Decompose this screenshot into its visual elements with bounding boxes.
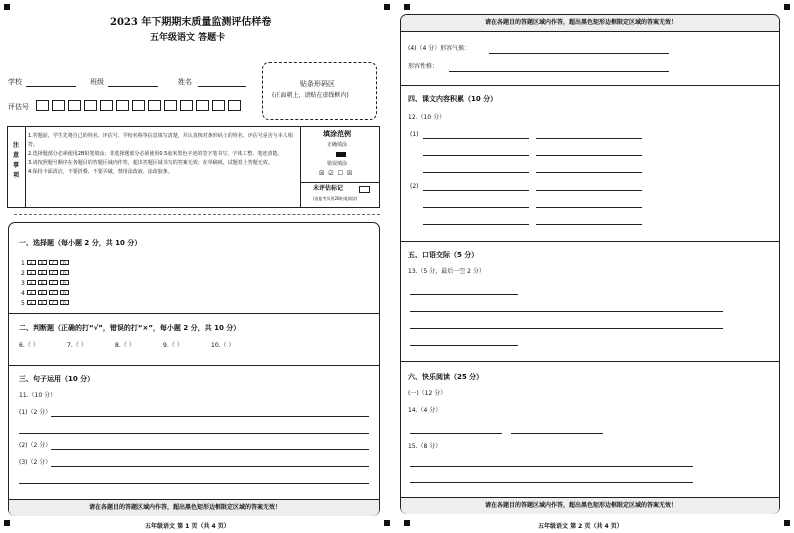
mc-row: 5 A B C D <box>21 299 71 309</box>
notice-label: 注意事项 <box>13 142 20 179</box>
q11-sub3-label: (3)（2 分） <box>19 459 52 466</box>
q11-sub1-label: (1)（2 分） <box>19 409 52 416</box>
absent-checkbox[interactable] <box>359 186 370 193</box>
school-input[interactable] <box>26 86 76 87</box>
fill-correct-label: 正确填涂 <box>327 142 348 148</box>
fill-guide-title: 填涂范例 <box>323 130 351 138</box>
answer-frame <box>8 222 380 516</box>
notice-text <box>28 132 296 177</box>
school-label: 学校 <box>8 78 22 86</box>
name-input[interactable] <box>198 86 246 87</box>
answer-line[interactable] <box>410 345 518 346</box>
mc-row: 1 A B C D <box>21 259 71 269</box>
name-label: 姓名 <box>178 78 192 86</box>
warning-text: 请在各题目的答题区域内作答，超出黑色矩形边框限定区域的答案无效！ <box>485 19 678 26</box>
answer-line[interactable] <box>489 53 669 54</box>
answer-line[interactable] <box>19 433 369 434</box>
judge-item[interactable]: 7.（ ） <box>67 342 87 349</box>
registration-mark <box>784 520 790 526</box>
mc-grid[interactable] <box>21 259 71 309</box>
answer-line[interactable] <box>410 466 693 467</box>
wrong-marks: ☒ ☑ ☐ ☒ <box>319 170 354 177</box>
warning-strip <box>401 497 779 514</box>
section4-title: 四、课文内容积累（10 分） <box>408 95 498 103</box>
part1-label: (一)（12 分） <box>408 390 447 397</box>
page-footer: 五年级语文 第 2 页（共 4 页） <box>538 523 623 530</box>
answer-line[interactable] <box>536 172 642 173</box>
registration-mark <box>384 520 390 526</box>
q12-sub1-label: (1) <box>410 131 419 138</box>
registration-mark <box>404 520 410 526</box>
section2-title: 二、判断题（正确的打“√”，错误的打“×”，每小题 2 分，共 10 分） <box>19 324 241 332</box>
registration-mark <box>784 4 790 10</box>
notice-box <box>7 126 380 208</box>
answer-line[interactable] <box>536 224 642 225</box>
fill-guide <box>300 127 380 207</box>
q13-label: 13.（5 分，最后一空 2 分） <box>408 268 485 275</box>
answer-line[interactable] <box>410 294 518 295</box>
separator <box>14 214 380 215</box>
answer-line[interactable] <box>410 433 502 434</box>
filled-mark <box>336 152 346 157</box>
answer-line[interactable] <box>410 328 723 329</box>
barcode-note: (正面朝上，请贴在虚线框内) <box>272 92 349 99</box>
registration-mark <box>384 4 390 10</box>
answer-line[interactable] <box>423 155 529 156</box>
answer-line[interactable] <box>51 449 369 450</box>
registration-mark <box>4 520 10 526</box>
answer-line[interactable] <box>423 138 529 139</box>
warning-strip <box>9 499 379 516</box>
judge-item[interactable]: 6.（ ） <box>19 342 39 349</box>
notice-item: 3.请按照题号顺序在各题目的答题区域内作答，超出答题区域书写的答案无效；在草稿纸、试题卷上答题无效。 <box>28 160 273 166</box>
exam-no-label: 评估号 <box>8 103 29 111</box>
answer-line[interactable] <box>410 482 693 483</box>
q12-sub2-label: (2) <box>410 183 419 190</box>
answer-line[interactable] <box>423 172 529 173</box>
q12-label: 12.（10 分） <box>408 114 446 121</box>
class-input[interactable] <box>108 86 158 87</box>
registration-mark <box>4 4 10 10</box>
answer-line[interactable] <box>536 207 642 208</box>
q14-label: 14.（4 分） <box>408 407 442 414</box>
page-footer: 五年级语文 第 1 页（共 4 页） <box>145 523 230 530</box>
answer-line[interactable] <box>449 71 669 72</box>
section5-title: 五、口语交际（5 分） <box>408 251 479 259</box>
answer-line[interactable] <box>536 190 642 191</box>
registration-mark <box>404 4 410 10</box>
answer-line[interactable] <box>423 224 529 225</box>
answer-line[interactable] <box>19 483 369 484</box>
barcode-area <box>262 62 377 120</box>
answer-line[interactable] <box>423 190 529 191</box>
q11-label: 11.（10 分） <box>19 392 57 399</box>
notice-label-column <box>8 127 26 207</box>
q11-sub2-label: (2)（2 分） <box>19 442 52 449</box>
absent-note: (由监考员用2B铅笔填涂) <box>313 196 358 201</box>
mc-row: 2 A B C D <box>21 269 71 279</box>
answer-line[interactable] <box>410 311 723 312</box>
mc-row: 4 A B C D <box>21 289 71 299</box>
warning-text: 请在各题目的答题区域内作答，超出黑色矩形边框限定区域的答案无效！ <box>89 504 282 511</box>
answer-line[interactable] <box>536 155 642 156</box>
answer-frame <box>400 14 780 514</box>
warning-text: 请在各题目的答题区域内作答，超出黑色矩形边框限定区域的答案无效！ <box>485 502 678 509</box>
section3-title: 三、句子运用（10 分） <box>19 375 95 383</box>
answer-line[interactable] <box>51 416 369 417</box>
fill-wrong-label: 错误填涂 <box>327 161 348 167</box>
answer-line[interactable] <box>423 207 529 208</box>
section1-title: 一、选择题（每小题 2 分，共 10 分） <box>19 239 142 247</box>
judge-item[interactable]: 8.（ ） <box>115 342 135 349</box>
barcode-title: 贴条形码区 <box>300 80 335 88</box>
judge-item[interactable]: 9.（ ） <box>163 342 183 349</box>
judge-item[interactable]: 10.（ ） <box>211 342 235 349</box>
answer-line[interactable] <box>536 138 642 139</box>
answer-line[interactable] <box>511 433 603 434</box>
class-label: 班级 <box>90 78 104 86</box>
mc-row: 3 A B C D <box>21 279 71 289</box>
warning-strip <box>401 15 779 32</box>
page-subtitle: 五年级语文 答题卡 <box>150 33 226 43</box>
section6-title: 六、快乐阅读（25 分） <box>408 373 484 381</box>
q4-label: (4)（4 分）形容气候： <box>408 45 471 52</box>
notice-item: 4.保持卡面清洁，不要折叠、不要弄破，禁用涂改液、涂改胶条。 <box>28 169 173 175</box>
page-title: 2023 年下期期末质量监测评估样卷 <box>110 17 272 28</box>
q4b-label: 形容性格： <box>408 63 439 70</box>
absent-mark-label: 未评估标记 <box>313 185 344 192</box>
notice-item: 2.选择题部分必须使用2B铅笔填涂；非选择题部分必须使用0.5毫米黑色字迹的签字笔书写，字体工整、笔迹清楚。 <box>28 151 283 157</box>
notice-item: 1.答题前，学生先将自己的姓名、评估号、学校名称等信息填写清楚，并认真核对条形码上的姓名、评估号是否与本人相符。 <box>28 133 293 148</box>
answer-line[interactable] <box>51 466 369 467</box>
q15-label: 15.（8 分） <box>408 443 442 450</box>
